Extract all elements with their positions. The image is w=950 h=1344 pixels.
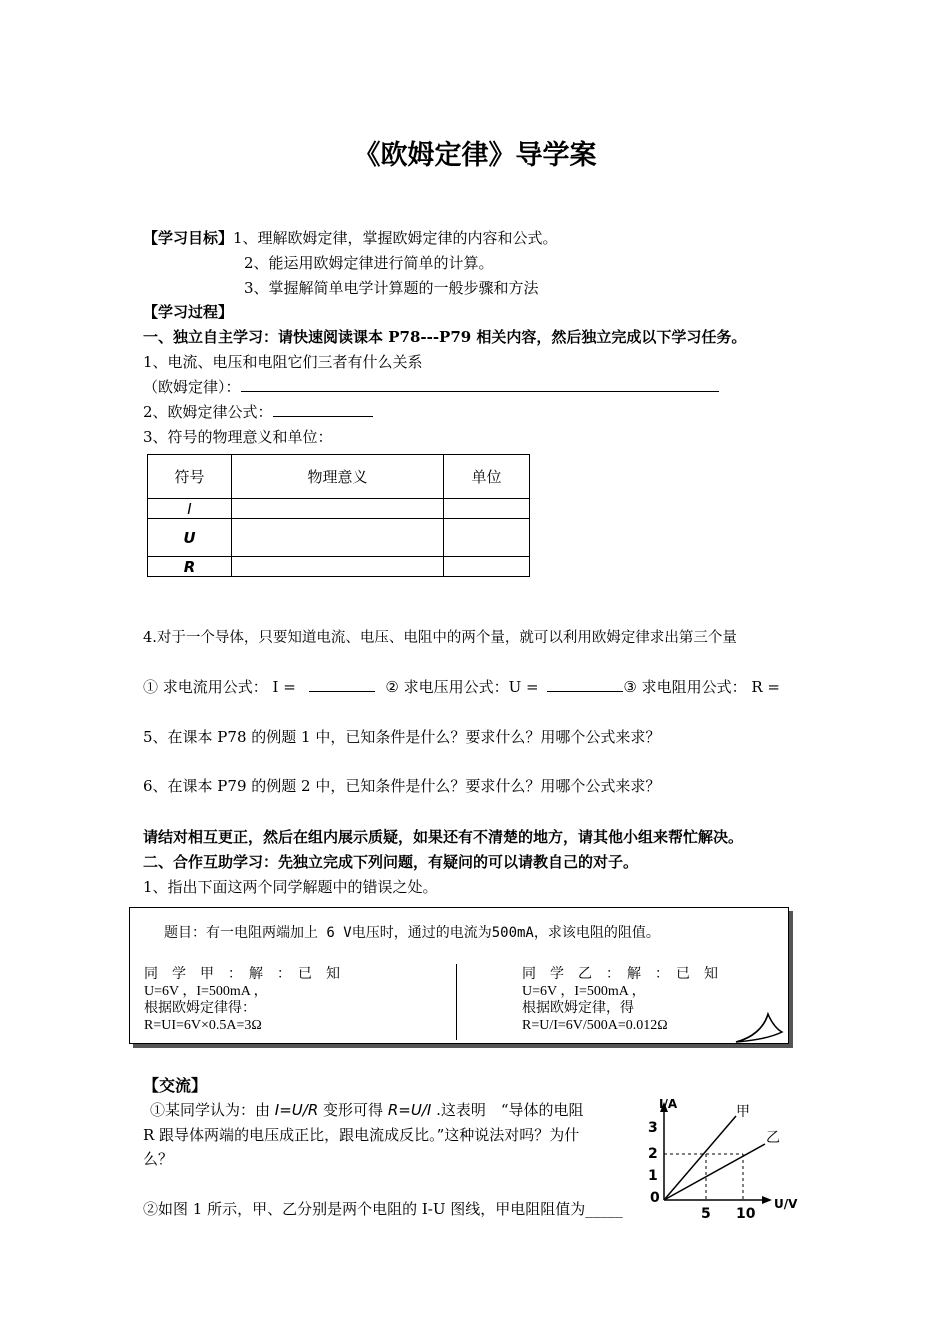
ohm-law-label: （欧姆定律）： bbox=[143, 378, 241, 396]
goal-item-2: 2、能运用欧姆定律进行简单的计算。 bbox=[244, 254, 494, 272]
student-a-solution bbox=[144, 966, 340, 1034]
resistance-formula-label: ③ 求电阻用公式： R = bbox=[623, 678, 780, 696]
problem-prompt: 题目：有一电阻两端加上 6 V电压时，通过的电流为500mA，求该电阻的阻值。 bbox=[164, 925, 660, 941]
line-jia-label: 甲 bbox=[736, 1104, 750, 1120]
x-axis-label: U/V bbox=[774, 1197, 798, 1211]
goals-label: 【学习目标】 bbox=[143, 229, 234, 247]
table-header-meaning: 物理意义 bbox=[232, 455, 444, 499]
ohm-law-blank[interactable] bbox=[241, 377, 719, 392]
student-b-solution bbox=[522, 966, 718, 1034]
part2-heading: 二、合作互助学习：先独立完成下列问题，有疑问的可以请教自己的对子。 bbox=[143, 853, 639, 871]
table-cell-symbol: R bbox=[148, 557, 232, 577]
table-cell-meaning[interactable] bbox=[232, 557, 444, 577]
exchange-line-1 bbox=[150, 1099, 584, 1120]
question-5: 5、在课本 P78 的例题 1 中，已知条件是什么？要求什么？用哪个公式来求？ bbox=[143, 728, 661, 746]
table-cell-unit[interactable] bbox=[444, 499, 530, 519]
problem-box bbox=[129, 907, 789, 1044]
goal-item-3: 3、掌握解简单电学计算题的一般步骤和方法 bbox=[244, 279, 539, 297]
table-cell-unit[interactable] bbox=[444, 519, 530, 557]
y-tick-label: 2 bbox=[648, 1146, 658, 1162]
question-1-answer bbox=[143, 376, 719, 397]
student-b-line-2: U=6V ，I=500mA ， bbox=[522, 984, 646, 999]
y-tick-label: 1 bbox=[648, 1168, 658, 1184]
table-header-symbol: 符号 bbox=[148, 455, 232, 499]
goals-line-1 bbox=[143, 227, 558, 248]
line-yi-label: 乙 bbox=[766, 1130, 780, 1146]
exchange-p1-b: 变形可得 bbox=[323, 1101, 384, 1119]
page-curl-icon bbox=[734, 1010, 784, 1044]
exchange-line-2: R 跟导体两端的电压成正比，跟电流成反比。”这种说法对吗？为什 bbox=[143, 1126, 580, 1144]
exchange-formula-2: R=U/I bbox=[387, 1101, 432, 1119]
student-b-line-1: 同 学 乙 ： 解 ： 已 知 bbox=[522, 967, 718, 982]
voltage-formula-blank[interactable] bbox=[547, 677, 623, 692]
table-cell-meaning[interactable] bbox=[232, 519, 444, 557]
page-title: 《欧姆定律》导学案 bbox=[353, 140, 597, 171]
formula-label: 2、欧姆定律公式： bbox=[143, 403, 273, 421]
table-row bbox=[148, 557, 530, 577]
table-row bbox=[148, 499, 530, 519]
table-cell-unit[interactable] bbox=[444, 557, 530, 577]
question-4: 4.对于一个导体，只要知道电流、电压、电阻中的两个量，就可以利用欧姆定律求出第三个量 bbox=[143, 630, 737, 646]
student-a-line-1: 同 学 甲 ： 解 ： 已 知 bbox=[144, 967, 340, 982]
question-1: 1、电流、电压和电阻它们三者有什么关系 bbox=[143, 353, 423, 371]
y-axis-label: I/A bbox=[659, 1097, 678, 1111]
voltage-formula-label: ② 求电压用公式：U = bbox=[385, 678, 539, 696]
pair-note: 请结对相互更正，然后在组内展示质疑，如果还有不清楚的地方，请其他小组来帮忙解决。 bbox=[143, 828, 744, 846]
table-cell-symbol: I bbox=[148, 499, 232, 519]
exchange-formula-1: I=U/R bbox=[274, 1101, 319, 1119]
part1-heading: 一、独立自主学习：请快速阅读课本 P78---P79 相关内容，然后独立完成以下学习任务。 bbox=[143, 328, 747, 346]
student-a-line-2: U=6V ，I=500mA ， bbox=[144, 984, 268, 999]
exchange-p1-c: .这表明 “导体的电阻 bbox=[436, 1101, 584, 1119]
student-a-line-4: R=UI=6V×0.5A=3Ω bbox=[144, 1018, 262, 1033]
table-cell-meaning[interactable] bbox=[232, 499, 444, 519]
x-axis-arrow-icon bbox=[762, 1196, 772, 1204]
x-tick-label: 10 bbox=[736, 1206, 756, 1222]
x-tick-label: 5 bbox=[701, 1206, 711, 1222]
student-b-line-4: R=U/I=6V/500A=0.012Ω bbox=[522, 1018, 668, 1033]
line-jia bbox=[664, 1116, 736, 1200]
iu-graph bbox=[640, 1090, 810, 1230]
goal-item-1: 1、理解欧姆定律，掌握欧姆定律的内容和公式。 bbox=[233, 229, 558, 247]
question-2 bbox=[143, 401, 373, 422]
symbol-table bbox=[147, 454, 530, 577]
question-4-formulas bbox=[143, 676, 780, 697]
table-cell-symbol: U bbox=[148, 519, 232, 557]
question-3: 3、符号的物理意义和单位： bbox=[143, 428, 333, 446]
table-header-unit: 单位 bbox=[444, 455, 530, 499]
process-label: 【学习过程】 bbox=[143, 303, 234, 321]
current-formula-blank[interactable] bbox=[309, 677, 375, 692]
line-yi bbox=[664, 1144, 765, 1200]
current-formula-label: ① 求电流用公式： I = bbox=[143, 678, 296, 696]
exchange-question-2: ②如图 1 所示，甲、乙分别是两个电阻的 I-U 图线，甲电阻阻值为_____ bbox=[143, 1200, 623, 1218]
exchange-line-3: 么？ bbox=[143, 1150, 174, 1168]
exchange-p1-a: ①某同学认为：由 bbox=[150, 1101, 271, 1119]
y-tick-label: 3 bbox=[648, 1120, 658, 1136]
question-6: 6、在课本 P79 的例题 2 中，已知条件是什么？要求什么？用哪个公式来求？ bbox=[143, 777, 661, 795]
exchange-label: 【交流】 bbox=[143, 1076, 208, 1095]
table-row bbox=[148, 519, 530, 557]
origin-label: 0 bbox=[650, 1190, 660, 1206]
student-a-line-3: 根据欧姆定律得： bbox=[144, 1001, 256, 1016]
formula-blank[interactable] bbox=[273, 402, 373, 417]
part2-question-1: 1、指出下面这两个同学解题中的错误之处。 bbox=[143, 878, 438, 896]
box-divider bbox=[456, 964, 457, 1040]
student-b-line-3: 根据欧姆定律，得 bbox=[522, 1001, 634, 1016]
